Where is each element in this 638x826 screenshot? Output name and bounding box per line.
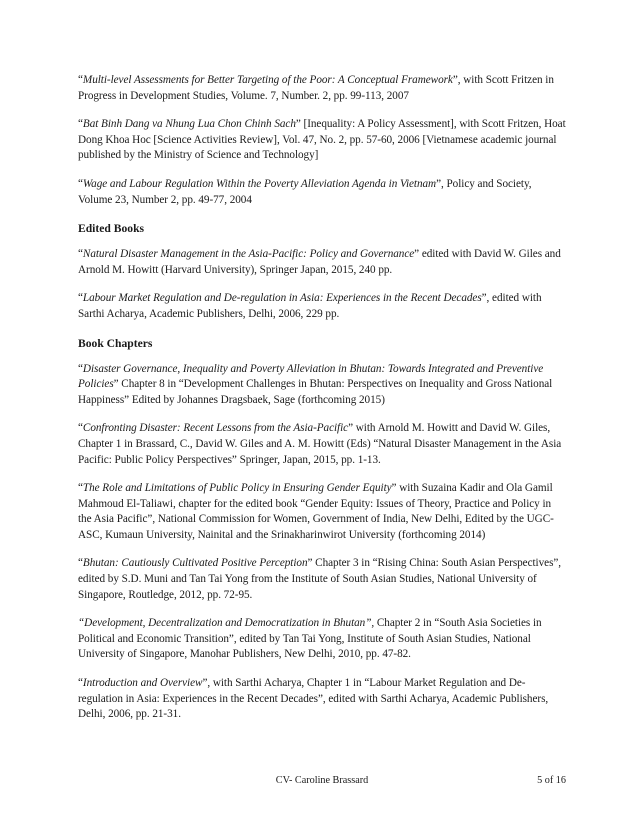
publication-title: Labour Market Regulation and De-regulation in Asia: Experiences in the Recent Decades [82, 292, 482, 305]
publication-entry: “Development, Decentralization and Democratization in Bhutan”, Chapter 2 in “South Asia Societies in Political and Economic Transition”, edited by Tan Tai Yong, Institute of South Asian Studies, National University of Singapore, Manohar Publishers, New Delhi, 2010, pp. 47-82. [78, 617, 542, 661]
publication-title: Natural Disaster Management in the Asia-Pacific: Policy and Governance [82, 248, 415, 261]
publication-title: Bhutan: Cautiously Cultivated Positive Perception [82, 557, 308, 570]
publication-entry: “Multi-level Assessments for Better Targeting of the Poor: A Conceptual Framework”, with Scott Fritzen in Progress in Development Studies, Volume. 7, Number. 2, pp. 99-113, 2007 [78, 74, 554, 102]
publication-entry: “Bhutan: Cautiously Cultivated Positive Perception” Chapter 3 in “Rising China: South Asian Perspectives”, edited by S.D. Muni and Tan Tai Yong from the Institute of South Asian Studies, National University of Singapore, Routledge, 2012, pp. 72-95. [78, 557, 562, 601]
section-heading: Book Chapters [78, 336, 153, 350]
publication-entry: “Wage and Labour Regulation Within the Poverty Alleviation Agenda in Vietnam”, Policy and Society, Volume 23, Number 2, pp. 49-77, 2004 [78, 177, 532, 206]
publication-entry: “Confronting Disaster: Recent Lessons from the Asia-Pacific” with Arnold M. Howitt and David W. Giles, Chapter 1 in Brassard, C., David W. Giles and A. M. Howitt (Eds) “Natural Disaster Management in the Asia Pacific: Public Policy Perspectives” Springer, Japan, 2015, pp. 1-13. [78, 422, 562, 466]
publication-entry: “Natural Disaster Management in the Asia-Pacific: Policy and Governance” edited with David W. Giles and Arnold M. Howitt (Harvard University), Springer Japan, 2015, 240 pp. [78, 248, 561, 276]
publication-title: “Development, Decentralization and Democratization in Bhutan”, [78, 617, 375, 630]
publication-title: Bat Binh Dang va Nhung Lua Chon Chinh Sach [82, 118, 296, 131]
publication-title: Disaster Governance, Inequality and Poverty Alleviation in Bhutan: Towards Integrated and Preventive Policies [78, 362, 544, 391]
publication-entry: “Introduction and Overview”, with Sarthi Acharya, Chapter 1 in “Labour Market Regulation and De-regulation in Asia: Experiences in the Recent Decades”, edited with Sarthi Acharya, Academic Publishers, Delhi, 2006, pp. 21-31. [78, 677, 549, 721]
publication-entry: “Disaster Governance, Inequality and Poverty Alleviation in Bhutan: Towards Integrated and Preventive Policies” Chapter 8 in “Development Challenges in Bhutan: Perspectives on Inequality and Gross National Happiness” Edited by Johannes Dragsbaek, Sage (forthcoming 2015) [78, 362, 553, 406]
publication-title: Wage and Labour Regulation Within the Poverty Alleviation Agenda in Vietnam [82, 177, 437, 190]
publication-entry: “Labour Market Regulation and De-regulation in Asia: Experiences in the Recent Decades”, edited with Sarthi Acharya, Academic Publishers, Delhi, 2006, 229 pp. [78, 292, 542, 320]
publication-entry: “Bat Binh Dang va Nhung Lua Chon Chinh Sach” [Inequality: A Policy Assessment], with Scott Fritzen, Hoat Dong Khoa Hoc [Science Activities Review], Vol. 47, No. 2, pp. 57-60, 2006 [Vietnamese academic journal published by the Ministry of Science and Technology] [78, 118, 566, 162]
publication-title: Multi-level Assessments for Better Targeting of the Poor: A Conceptual Framework [82, 74, 453, 86]
journal-articles-section [78, 73, 566, 208]
publication-title: The Role and Limitations of Public Policy in Ensuring Gender Equity [82, 482, 392, 495]
publication-entry: “The Role and Limitations of Public Policy in Ensuring Gender Equity” with Suzaina Kadir and Ola Gamil Mahmoud El-Taliawi, chapter for the edited book “Gender Equity: Issues of Theory, Practice and Policy in the Asia Pacific”, National Commission for Women, Government of India, New Delhi, Edited by the UGC-ASC, Kumaun University, Nainital and the Srinakharinwirot University (forthcoming 2014) [78, 482, 554, 541]
publication-title: Introduction and Overview [82, 677, 203, 690]
page-footer [78, 775, 566, 789]
publication-title: Confronting Disaster: Recent Lessons from the Asia-Pacific [82, 422, 349, 435]
edited-books-section [78, 221, 566, 322]
section-heading: Edited Books [78, 222, 145, 236]
page-number: 5 of 16 [537, 775, 566, 786]
footer-cv-name: CV- Caroline Brassard [275, 775, 369, 786]
book-chapters-section [78, 336, 566, 723]
document-page [78, 73, 566, 736]
